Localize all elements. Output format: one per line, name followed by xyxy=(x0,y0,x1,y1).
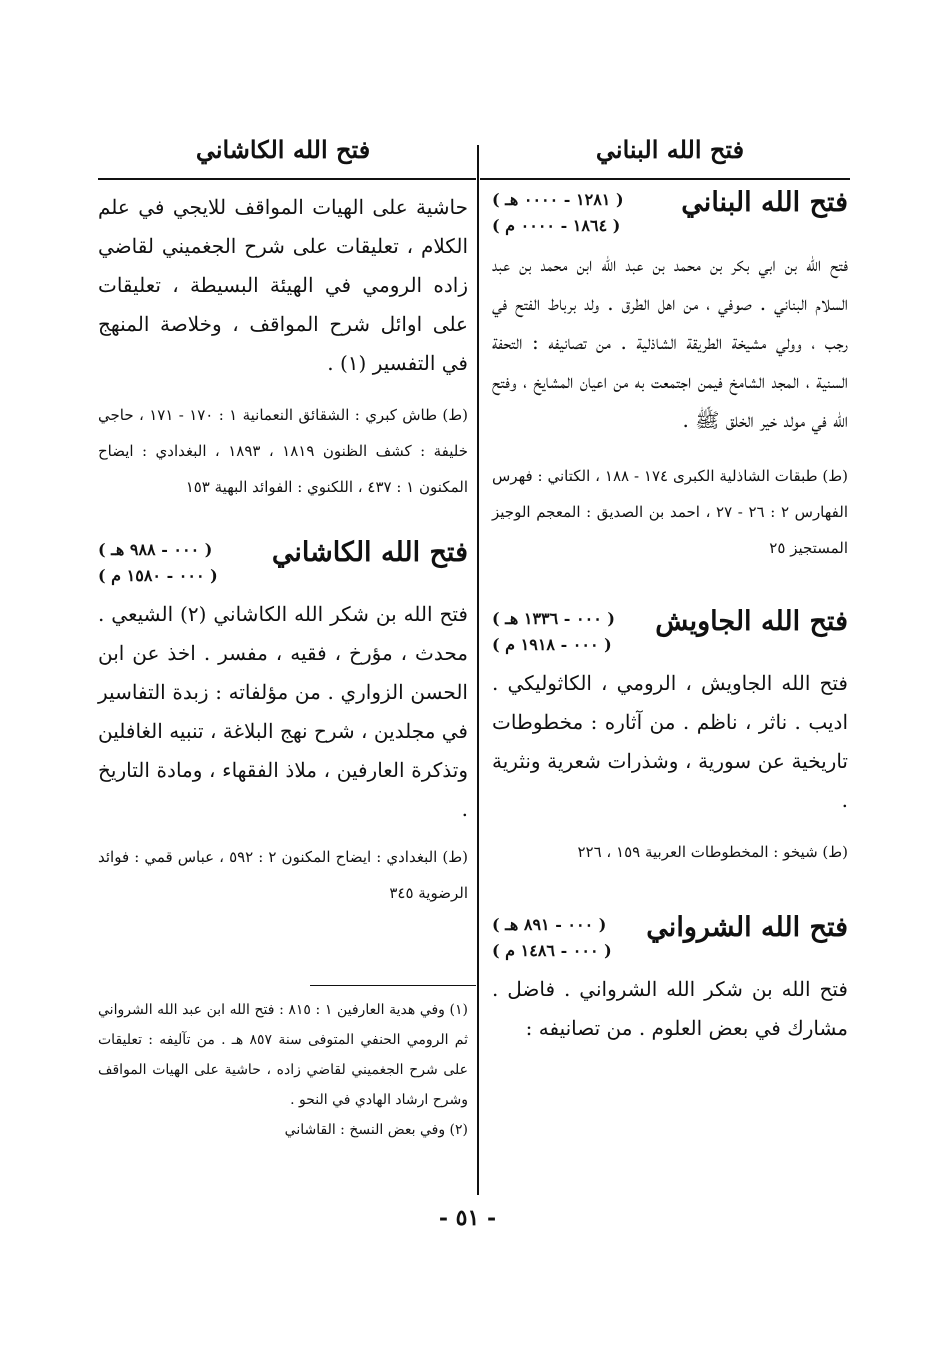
entry-name: فتح الله الكاشاني xyxy=(271,537,468,568)
date-hijri: ( ٠٠٠ - ١٣٣٦ هـ ) xyxy=(492,609,615,628)
center-column-divider xyxy=(477,145,479,1195)
entry-references: (ط) البغدادي : ايضاح المكنون ٢ : ٥٩٢ ، عباس قمي : فوائد الرضوية ٣٤٥ xyxy=(98,848,468,902)
entry-name: فتح الله الجاويش xyxy=(655,606,848,637)
footnotes xyxy=(98,995,468,1145)
entry-jawish xyxy=(492,604,848,870)
footnote-2: (٢) وفي بعض النسخ : القاشاني xyxy=(284,1122,468,1138)
date-hijri: ( ١٢٨١ - ٠٠٠٠ هـ ) xyxy=(492,190,624,209)
entry-dates xyxy=(98,537,268,589)
date-gregorian: ( ١٨٦٤ - ٠٠٠٠ م ) xyxy=(492,216,621,235)
entry-banani xyxy=(492,185,848,566)
entry-references: (ط) طبقات الشاذلية الكبرى ١٧٤ - ١٨٨ ، الكتاني : فهرس الفهارس ٢ : ٢٦ - ٢٧ ، احمد بن الصديق : المعجم الوجيز المستجيز ٢٥ xyxy=(492,467,848,557)
page-number: - ٥١ - xyxy=(438,1205,497,1231)
date-hijri: ( ٠٠٠ - ٨٩١ هـ ) xyxy=(492,915,607,934)
right-column xyxy=(492,185,848,1048)
entry-dates xyxy=(492,606,662,658)
footnote-separator xyxy=(310,985,476,986)
entry-dates xyxy=(492,187,662,239)
entry-name: فتح الله البناني xyxy=(681,187,848,218)
continued-body: حاشية على الهيات المواقف للايجي في علم الكلام ، تعليقات على شرح الجغميني لقاضي زاده الرومي في الهيئة البسيطة ، تعليقات على اوائل شرح المواقف ، وخلاصة المنهج في التفسير (١) . xyxy=(98,195,468,375)
date-hijri: ( ٠٠٠ - ٩٨٨ هـ ) xyxy=(98,540,213,559)
continued-references: (ط) طاش كبري : الشقائق النعمانية ١ : ١٧٠ - ١٧١ ، حاجي خليفة : كشف الظنون ١٨١٩ ، ١٨٩٣ ، البغدادي : ايضاح المكنون ١ : ٤٣٧ ، اللكنوي : الفوائد البهية ١٥٣ xyxy=(98,406,469,496)
footnote-1: (١) وفي هدية العارفين ١ : ٨١٥ : فتح الله ابن عبد الله الشرواني ثم الرومي الحنفي المتوفى سنة ٨٥٧ هـ . من تآليفه : تعليقات على شرح الجغميني لقاضي زاده ، حاشية على الهيات المواقف وشرح ارشاد الهادي في النحو . xyxy=(98,1002,468,1108)
entry-body: فتح الله بن ابي بكر بن محمد بن عبد الله ابن محمد بن عبد السلام البناني . صوفي ، من اهل الطرق . ولد برباط الفتح في رجب ، وولي مشيخة الطريقة الشاذلية . من تصانيفه : التحفة السنية ، المجد الشامخ فيمن اجتمعت به من اعيان المشايخ ، وفتح الله في مولد خير الخلق ﷺ . xyxy=(492,252,848,432)
entry-references: (ط) شيخو : المخطوطات العربية ١٥٩ ، ٢٢٦ xyxy=(577,843,848,861)
right-column-header: فتح الله البناني xyxy=(595,135,745,164)
entry-body: فتح الله الجاويش ، الرومي ، الكاثوليكي . اديب . ناثر ، ناظم . من آثاره : مخطوطات تاريخية عن سورية ، وشذرات شعرية ونثرية . xyxy=(492,671,848,812)
left-column-header: فتح الله الكاشاني xyxy=(195,135,371,164)
entry-body: فتح الله بن شكر الله الكاشاني (٢) الشيعي . محدث ، مؤرخ ، فقيه ، مفسر . اخذ عن ابن الحسن الزواري . من مؤلفاته : زبدة التفاسير في مجلدين ، شرح نهج البلاغة ، تنبيه الغافلين وتذكرة العارفين ، ملاذ الفقهاء ، ومادة التاريخ . xyxy=(98,602,468,821)
entry-name: فتح الله الشرواني xyxy=(646,912,848,943)
entry-kashani xyxy=(98,535,468,911)
entry-dates xyxy=(492,912,662,964)
date-gregorian: ( ٠٠٠ - ١٥٨٠ م ) xyxy=(98,566,218,585)
header-rule-right xyxy=(480,178,850,180)
entry-sharwani xyxy=(492,910,848,1048)
date-gregorian: ( ٠٠٠ - ١٩١٨ م ) xyxy=(492,635,612,654)
header-rule-left xyxy=(98,178,476,180)
date-gregorian: ( ٠٠٠ - ١٤٨٦ م ) xyxy=(492,941,612,960)
left-column xyxy=(98,188,468,911)
entry-body: فتح الله بن شكر الله الشرواني . فاضل . مشارك في بعض العلوم . من تصانيفه : xyxy=(492,977,848,1040)
